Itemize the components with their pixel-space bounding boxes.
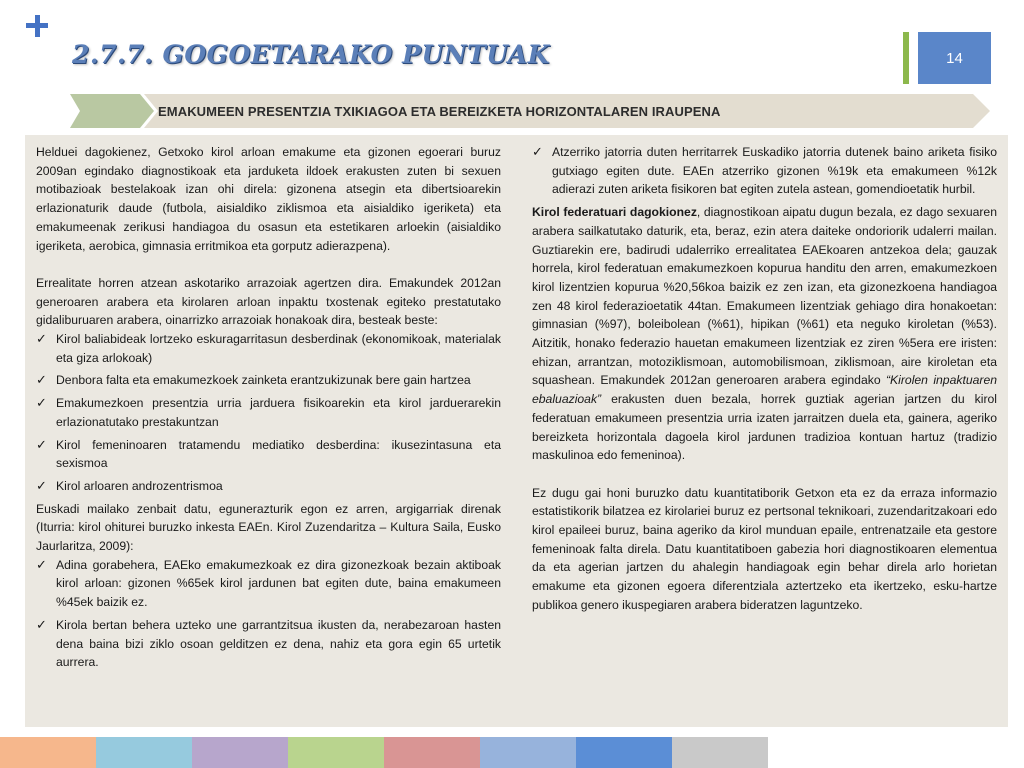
footer-color-block bbox=[480, 737, 576, 768]
footer-color-block bbox=[96, 737, 192, 768]
footer-color-block bbox=[288, 737, 384, 768]
bold-lead: Kirol federatuari dagokionez bbox=[532, 205, 697, 220]
italic-citation: “Kirolen inpaktuaren ebaluazioak” bbox=[532, 373, 998, 407]
list-item: ✓ Emakumezkoen presentzia urria jarduera fisikoarekin eta kirol jarduerarekin erlazionatutako prestakuntzan bbox=[36, 395, 501, 429]
checkmark-icon: ✓ bbox=[36, 436, 47, 452]
list-item: ✓ Denbora falta eta emakumezkoek zainketa erantzukizunak bere gain hartzea bbox=[36, 371, 501, 390]
checkmark-icon: ✓ bbox=[36, 395, 47, 411]
list-item: ✓ Kirol baliabideak lortzeko eskuragarritasun desberdinak (ekonomikoak, materialak eta giza arlokoak) bbox=[36, 331, 501, 365]
paragraph: Helduei dagokienez, Getxoko kirol arloan emakume eta gizonen egoerari buruz 2009an egindako diagnostikoak eta jarduketa ildoek erakusten zuten bi sexuen motibazioak bestelakoak izan ohi direla: gizonena atsegin eta dibertsioarekin erlazionaturik daude (futbola, aisialdiko ziklismoa eta aisialdiko igeriketa) eta emakumeenak zerikusi handiagoa du osasun eta estetikaren arloekin (aisialdiko igeriketa, aerobica, gimnasia erritmikoa eta gorputz adierazpena). bbox=[36, 145, 501, 253]
checkmark-icon: ✓ bbox=[36, 331, 47, 347]
page-number: 14 bbox=[918, 32, 991, 84]
list-item: ✓ Kirol femeninoaren tratamendu mediatiko desberdina: ikusezintasuna eta sexismoa bbox=[36, 436, 501, 471]
banner-text: EMAKUMEEN PRESENTZIA TXIKIAGOA ETA BEREIZKETA HORIZONTALAREN IRAUPENA bbox=[158, 103, 721, 119]
paragraph: Errealitate horren atzean askotariko arrazoiak agertzen dira. Emakundek 2012an generoaren arabera eta kirolaren arloan inpaktu txostenak egiteko prestatutako gidaliburuaren arabera, oinarrizko arrazoiak honakoak dira, besteak beste: bbox=[36, 275, 501, 328]
list-item: ✓ Adina gorabehera, EAEko emakumezkoak ez dira gizonezkoak bezain aktiboak kirol arloan: gizonen %65ek kirol jardunen bat egiten dute, baina emakumeen %45ek baizik ez. bbox=[36, 556, 501, 610]
footer-color-block bbox=[672, 737, 768, 768]
checkmark-icon: ✓ bbox=[36, 477, 47, 493]
right-column bbox=[532, 143, 997, 615]
checkmark-icon: ✓ bbox=[36, 616, 47, 632]
paragraph: Euskadi mailako zenbait datu, egunerazturik egon ez arren, argigarriak direnak (Iturria: kirol ohiturei buruzko inkesta EAEn. Kirol Zuzendaritza – Kultura Saila, Eusko Jaurlaritza, 2009): bbox=[36, 501, 501, 554]
paragraph: Ez dugu gai honi buruzko datu kuantitatiborik Getxon eta ez da erraza informazio estatistikorik bilatzea ez kirolariei buruz ez pertsonal teknikoari, zuzendaritzakoari edo kirol epaileei buruz, baina ageriko da kirol munduan epaile, entrenatzaile eta gestore femeninoak falta direla. Datu kuantitatiboen gabezia hori diagnostikoaren elementua da eta agerian jartzen du ahalegin handiagoak egin behar direla arlo horietan emakume eta gizonen egoera diferentziala aztertzeko eta ikertzeko, esku-hartze publikoa genero ikuspegiaren arabera bideratzen laguntzeko. bbox=[532, 485, 997, 612]
footer-color-block bbox=[0, 737, 96, 768]
checkmark-icon: ✓ bbox=[532, 144, 543, 159]
footer-color-block bbox=[384, 737, 480, 768]
list-item: ✓ Kirola bertan behera uzteko une garrantzitsua ikusten da, nerabezaroan hasten dena baina bizi ziklo osoan gelditzen ez dena, nahiz eta gora egin 65 urtetik aurrera. bbox=[36, 616, 501, 670]
title-divider bbox=[903, 32, 909, 84]
footer-color-block bbox=[192, 737, 288, 768]
list-item: ✓ Kirol arloaren androzentrismoa bbox=[36, 477, 501, 496]
paragraph: Kirol federatuari dagokionez, diagnostikoan aipatu dugun bezala, ez dago sexuaren arabera sailkatutako daturik, eta, beraz, ezin atera daiteke ondoriorik udalerri mailan. Guztiarekin ere, badirudi udalerriko errealitatea EAEkoaren antzekoa dela; gauzak horrela, kirol federatuan emakumezkoen kopurua handitu den arren, emakumezkoen kirol lizentzien kopurua %20,56koa baizik ez zen izan, eta gizonezkoena handiagoa zen 48 kirol federazioetatik 44tan. Emakumeen lizentziak gehiago dira honakoetan: gimnasian (%97), boleibolean (%61), hipikan (%61) eta neguko kiroletan (%53). Aitzitik, honako federazio hauetan emakumeen lizentziak ez ziren %5era ere iristen: ehizan, arrantzan, motoziklismoan, automobilismoan, ziklismoan, aire kiroletan eta squashean. Emakundek 2012an generoaren arabera egindako “Kirolen inpaktuaren ebaluazioak” erakusten duen bezala, horrek guztiak agerian jartzen du kirol federatuan emakumeen presentzia urria izaten jarraitzen duela eta, gainera, ageriko bereizketa horizontala dagoela kirol jardunen tradizioa kontuan hartuz (tradizio maskulinoa edo femeninoa). bbox=[532, 205, 998, 463]
footer-color-block bbox=[576, 737, 672, 768]
checkmark-icon: ✓ bbox=[36, 556, 47, 572]
list-item: ✓ Atzerriko jatorria duten herritarrek Euskadiko jatorria dutenek baino ariketa fisiko gutxiago egiten dute. EAEn atzerriko gizonen %19k eta emakumeen %12k adierazi zuten ariketa fisikoren bat egiten zutela astean, gomendioetatik hurbil. bbox=[532, 144, 997, 197]
left-column bbox=[36, 143, 501, 676]
checkmark-icon: ✓ bbox=[36, 372, 47, 388]
page-title: 2.7.7. GOGOETARAKO PUNTUAK bbox=[72, 40, 550, 69]
section-banner bbox=[70, 94, 990, 128]
plus-icon bbox=[26, 14, 50, 38]
